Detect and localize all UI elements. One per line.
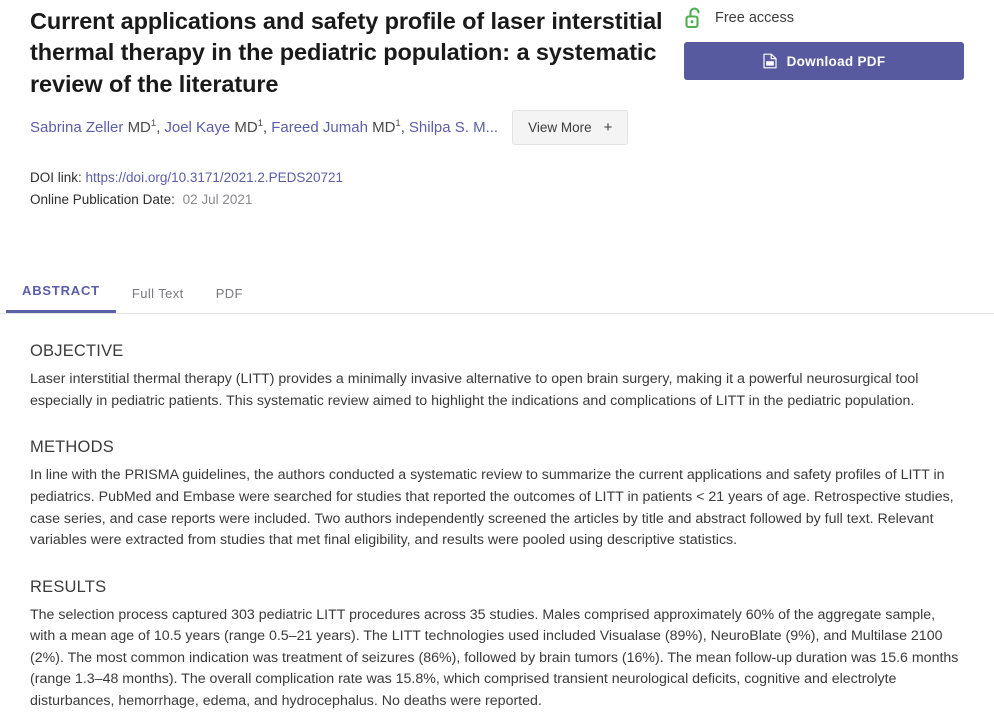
header-left-column — [30, 0, 670, 211]
author-entry — [164, 117, 271, 138]
tab-full-text[interactable]: Full Text — [131, 286, 184, 302]
header-right-column — [670, 0, 984, 211]
doi-link[interactable]: https://doi.org/10.3171/2021.2.PEDS20721 — [85, 169, 343, 185]
authors-row — [30, 110, 670, 145]
author-entry — [30, 117, 164, 138]
author-list — [30, 117, 498, 138]
author-name-truncated[interactable]: Shilpa S. M... — [408, 118, 499, 136]
view-more-authors-button[interactable] — [512, 110, 628, 145]
free-access-label: Free access — [715, 10, 794, 26]
author-separator: , — [263, 118, 268, 136]
section-heading-results: RESULTS — [30, 577, 107, 596]
tab-pdf[interactable]: PDF — [215, 286, 243, 302]
author-degree: MD — [127, 118, 151, 136]
pdf-file-icon — [763, 53, 777, 69]
author-name[interactable]: Fareed Jumah — [271, 118, 368, 136]
download-pdf-button[interactable] — [684, 42, 964, 80]
plus-icon: + — [603, 118, 613, 136]
download-pdf-label: Download PDF — [786, 53, 886, 69]
tab-abstract[interactable]: ABSTRACT — [6, 283, 116, 313]
section-body-objective: Laser interstitial thermal therapy (LITT) provides a minimally invasive alternative to open brain surgery, making it a powerful neurosurgical tool especially in pediatric patients. This systematic review aimed to highlight the indications and complications of LITT in the pediatric population. — [30, 371, 919, 409]
publication-date-label: Online Publication Date: — [30, 192, 175, 208]
author-name[interactable]: Sabrina Zeller — [30, 118, 124, 136]
author-degree: MD — [234, 118, 258, 136]
author-entry — [271, 117, 409, 138]
free-access-indicator — [684, 6, 984, 30]
content-tabs — [0, 277, 994, 314]
author-separator: , — [400, 118, 405, 136]
doi-label: DOI link: — [30, 169, 82, 185]
publication-date-row — [30, 189, 670, 211]
section-body-results: The selection process captured 303 pediatric LITT procedures across 35 studies. Males comprised approximately 60% of the aggregate sample, with a mean age of 10.5 years (range 0.5–21 years). The LITT technologies used included Visualase (89%), NeuroBlate (9%), and Multilase 2100 (2%). The most common indication was treatment of seizures (86%), followed by brain tumors (16%). The mean follow-up duration was 15.6 months (range 1.3–48 months). The overall complication rate was 15.8%, which comprised transient neurological deficits, cognitive and electrolyte disturbances, hemorrhage, edema, and hydrocephalus. No deaths were reported. — [30, 606, 959, 710]
view-more-label: View More — [528, 119, 592, 135]
author-affiliation-marker: 1 — [150, 117, 157, 129]
publication-date-value: 02 Jul 2021 — [182, 192, 253, 208]
open-lock-icon — [684, 6, 706, 30]
author-affiliation-marker: 1 — [395, 117, 401, 129]
page-title: Current applications and safety profile of laser interstitial thermal therapy in the pediatric population: a systematic review of the literature — [30, 8, 663, 97]
author-name[interactable]: Joel Kaye — [164, 118, 231, 136]
doi-row — [30, 167, 670, 189]
section-heading-methods: METHODS — [30, 438, 114, 457]
author-affiliation-marker: 1 — [257, 117, 264, 129]
author-entry — [409, 117, 498, 138]
author-separator: , — [156, 118, 161, 136]
abstract-content — [0, 314, 994, 712]
article-metadata — [30, 167, 670, 212]
section-body-methods: In line with the PRISMA guidelines, the authors conducted a systematic review to summarize the current applications and safety profiles of LITT in pediatrics. PubMed and Embase were searched for studies that reported the outcomes of LITT in patients < 21 years of age. Retrospective studies, case series, and case reports were included. Two authors independently screened the articles by title and abstract followed by full text. Relevant variables were extracted from studies that met final eligibility, and results were pooled using descriptive statistics. — [30, 467, 954, 549]
author-degree: MD — [372, 118, 396, 136]
article-header — [0, 0, 994, 211]
section-heading-objective: OBJECTIVE — [30, 342, 124, 361]
